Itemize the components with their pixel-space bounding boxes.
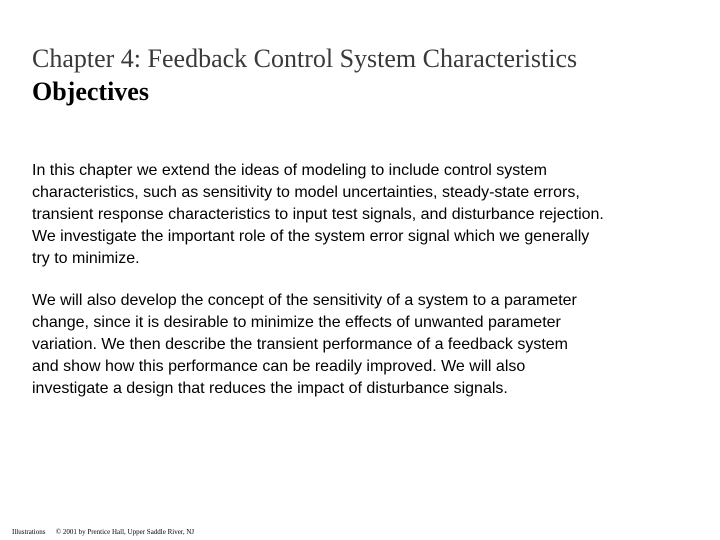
paragraph-line: try to minimize.: [32, 250, 140, 267]
paragraph-line: investigate a design that reduces the impact of disturbance signals.: [32, 380, 508, 397]
paragraph-line: In this chapter we extend the ideas of modeling to include control system: [32, 162, 547, 179]
slide-title: Chapter 4: Feedback Control System Characteristics: [32, 44, 578, 73]
title-block: [32, 42, 702, 108]
paragraph-intro: [32, 160, 692, 270]
paragraph-line: transient response characteristics to input test signals, and disturbance rejection.: [32, 206, 604, 223]
footer-copyright: © 2001 by Prentice Hall, Upper Saddle River, NJ: [55, 528, 195, 536]
footer: [12, 528, 194, 536]
paragraph-line: We will also develop the concept of the sensitivity of a system to a parameter: [32, 292, 577, 309]
paragraph-sensitivity: [32, 290, 692, 400]
slide-subtitle: Objectives: [32, 77, 149, 106]
paragraph-line: variation. We then describe the transient performance of a feedback system: [32, 336, 568, 353]
paragraph-line: and show how this performance can be readily improved. We will also: [32, 358, 526, 375]
paragraph-line: change, since it is desirable to minimize the effects of unwanted parameter: [32, 314, 561, 331]
footer-label: Illustrations: [12, 528, 46, 536]
paragraph-line: We investigate the important role of the system error signal which we generally: [32, 228, 590, 245]
paragraph-line: characteristics, such as sensitivity to model uncertainties, steady-state errors,: [32, 184, 580, 201]
